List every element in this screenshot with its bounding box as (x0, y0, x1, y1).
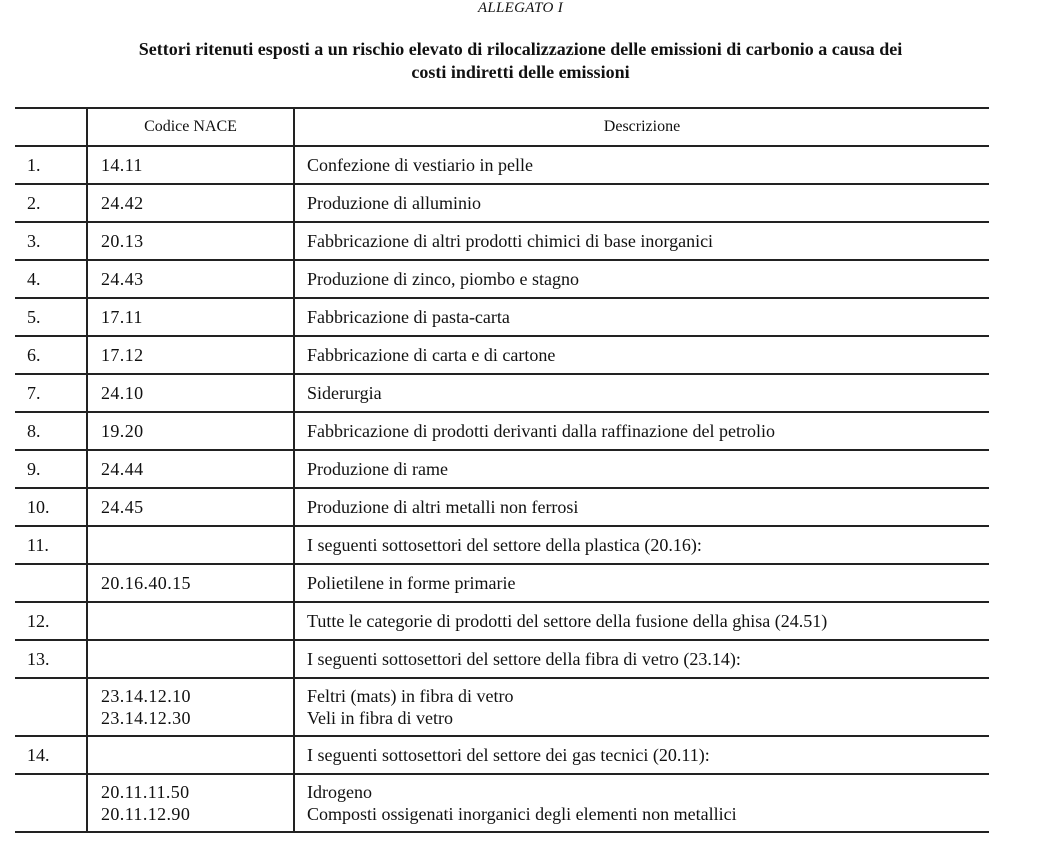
nace-code: 14.11 (101, 155, 143, 175)
description-text: Fabbricazione di altri prodotti chimici di base inorganici (307, 231, 714, 251)
row-number: 11. (15, 526, 87, 564)
nace-code: 17.12 (101, 345, 144, 365)
row-number: 8. (15, 412, 87, 450)
table-row (15, 526, 989, 564)
row-number (15, 678, 87, 736)
table-row (15, 184, 989, 222)
column-header-nace-code: Codice NACE (87, 108, 294, 146)
table-row (15, 298, 989, 336)
table-row (15, 488, 989, 526)
row-number: 2. (15, 184, 87, 222)
nace-code: 20.16.40.15 (101, 573, 191, 593)
description-cell (294, 450, 989, 488)
table-row (15, 640, 989, 678)
description-cell (294, 412, 989, 450)
nace-code: 19.20 (101, 421, 144, 441)
description-text: Fabbricazione di prodotti derivanti dalla raffinazione del petrolio (307, 421, 775, 441)
description-cell (294, 336, 989, 374)
description-cell (294, 298, 989, 336)
annex-label: ALLEGATO I (477, 0, 564, 16)
table-row (15, 564, 989, 602)
row-number: 7. (15, 374, 87, 412)
nace-code-cell (87, 450, 294, 488)
row-number: 1. (15, 146, 87, 184)
table-row (15, 602, 989, 640)
description-text: Fabbricazione di pasta-carta (307, 307, 510, 327)
table-header-row (15, 108, 989, 146)
row-number: 9. (15, 450, 87, 488)
table-row (15, 678, 989, 736)
description-cell (294, 526, 989, 564)
nace-code: 20.13 (101, 231, 144, 251)
description-cell (294, 602, 989, 640)
table-row (15, 412, 989, 450)
nace-code-cell (87, 374, 294, 412)
nace-code: 24.10 (101, 383, 144, 403)
nace-code-cell (87, 526, 294, 564)
description-cell (294, 260, 989, 298)
nace-code-cell (87, 678, 294, 736)
row-number: 5. (15, 298, 87, 336)
table-row (15, 222, 989, 260)
table-body (15, 146, 989, 832)
column-header-description: Descrizione (294, 108, 989, 146)
column-header-number (15, 108, 87, 146)
row-number: 10. (15, 488, 87, 526)
description-cell (294, 146, 989, 184)
table-row (15, 774, 989, 832)
description-text: Produzione di altri metalli non ferrosi (307, 497, 579, 517)
nace-code-cell (87, 336, 294, 374)
nace-code: 24.42 (101, 193, 144, 213)
title-line-2: costi indiretti delle emissioni (411, 62, 630, 82)
table-row (15, 146, 989, 184)
nace-code: 20.11.11.50 (101, 782, 190, 802)
description-cell (294, 374, 989, 412)
row-number: 14. (15, 736, 87, 774)
description-cell (294, 736, 989, 774)
nace-code: 20.11.12.90 (101, 804, 191, 824)
description-text: Tutte le categorie di prodotti del settore della fusione della ghisa (24.51) (307, 611, 828, 631)
description-text: Confezione di vestiario in pelle (307, 155, 533, 175)
table-row (15, 736, 989, 774)
nace-code: 24.45 (101, 497, 144, 517)
description-text: Feltri (mats) in fibra di vetro (307, 686, 514, 706)
description-cell (294, 488, 989, 526)
nace-code-cell (87, 298, 294, 336)
nace-code-cell (87, 488, 294, 526)
nace-code-cell (87, 412, 294, 450)
description-text: I seguenti sottosettori del settore della fibra di vetro (23.14): (307, 649, 741, 669)
description-cell (294, 640, 989, 678)
table-row (15, 374, 989, 412)
description-cell (294, 184, 989, 222)
table-row (15, 450, 989, 488)
description-cell (294, 774, 989, 832)
row-number (15, 774, 87, 832)
nace-code-cell (87, 184, 294, 222)
nace-code: 24.43 (101, 269, 144, 289)
description-text: Veli in fibra di vetro (307, 708, 453, 728)
nace-code-cell (87, 640, 294, 678)
row-number: 6. (15, 336, 87, 374)
nace-code-cell (87, 146, 294, 184)
description-cell (294, 564, 989, 602)
nace-code-cell (87, 736, 294, 774)
description-text: Idrogeno (307, 782, 372, 802)
title-line-1: Settori ritenuti esposti a un rischio elevato di rilocalizzazione delle emissioni di carbonio a causa dei (138, 39, 903, 59)
description-text: Produzione di alluminio (307, 193, 481, 213)
nace-code-cell (87, 222, 294, 260)
nace-code-cell (87, 564, 294, 602)
description-text: Produzione di rame (307, 459, 448, 479)
description-text: Produzione di zinco, piombo e stagno (307, 269, 579, 289)
description-text: Polietilene in forme primarie (307, 573, 516, 593)
document-title (40, 38, 1001, 84)
table-row (15, 260, 989, 298)
description-text: I seguenti sottosettori del settore dei gas tecnici (20.11): (307, 745, 710, 765)
row-number: 4. (15, 260, 87, 298)
nace-code: 23.14.12.10 (101, 686, 191, 706)
nace-code: 23.14.12.30 (101, 708, 191, 728)
description-cell (294, 678, 989, 736)
description-text: Siderurgia (307, 383, 382, 403)
description-text: I seguenti sottosettori del settore della plastica (20.16): (307, 535, 702, 555)
row-number: 3. (15, 222, 87, 260)
nace-code-cell (87, 602, 294, 640)
table-row (15, 336, 989, 374)
description-cell (294, 222, 989, 260)
row-number: 12. (15, 602, 87, 640)
nace-code: 17.11 (101, 307, 143, 327)
description-text: Fabbricazione di carta e di cartone (307, 345, 556, 365)
row-number (15, 564, 87, 602)
nace-code-cell (87, 260, 294, 298)
nace-code: 24.44 (101, 459, 144, 479)
nace-sectors-table (15, 107, 989, 833)
description-text: Composti ossigenati inorganici degli elementi non metallici (307, 804, 737, 824)
nace-code-cell (87, 774, 294, 832)
row-number: 13. (15, 640, 87, 678)
